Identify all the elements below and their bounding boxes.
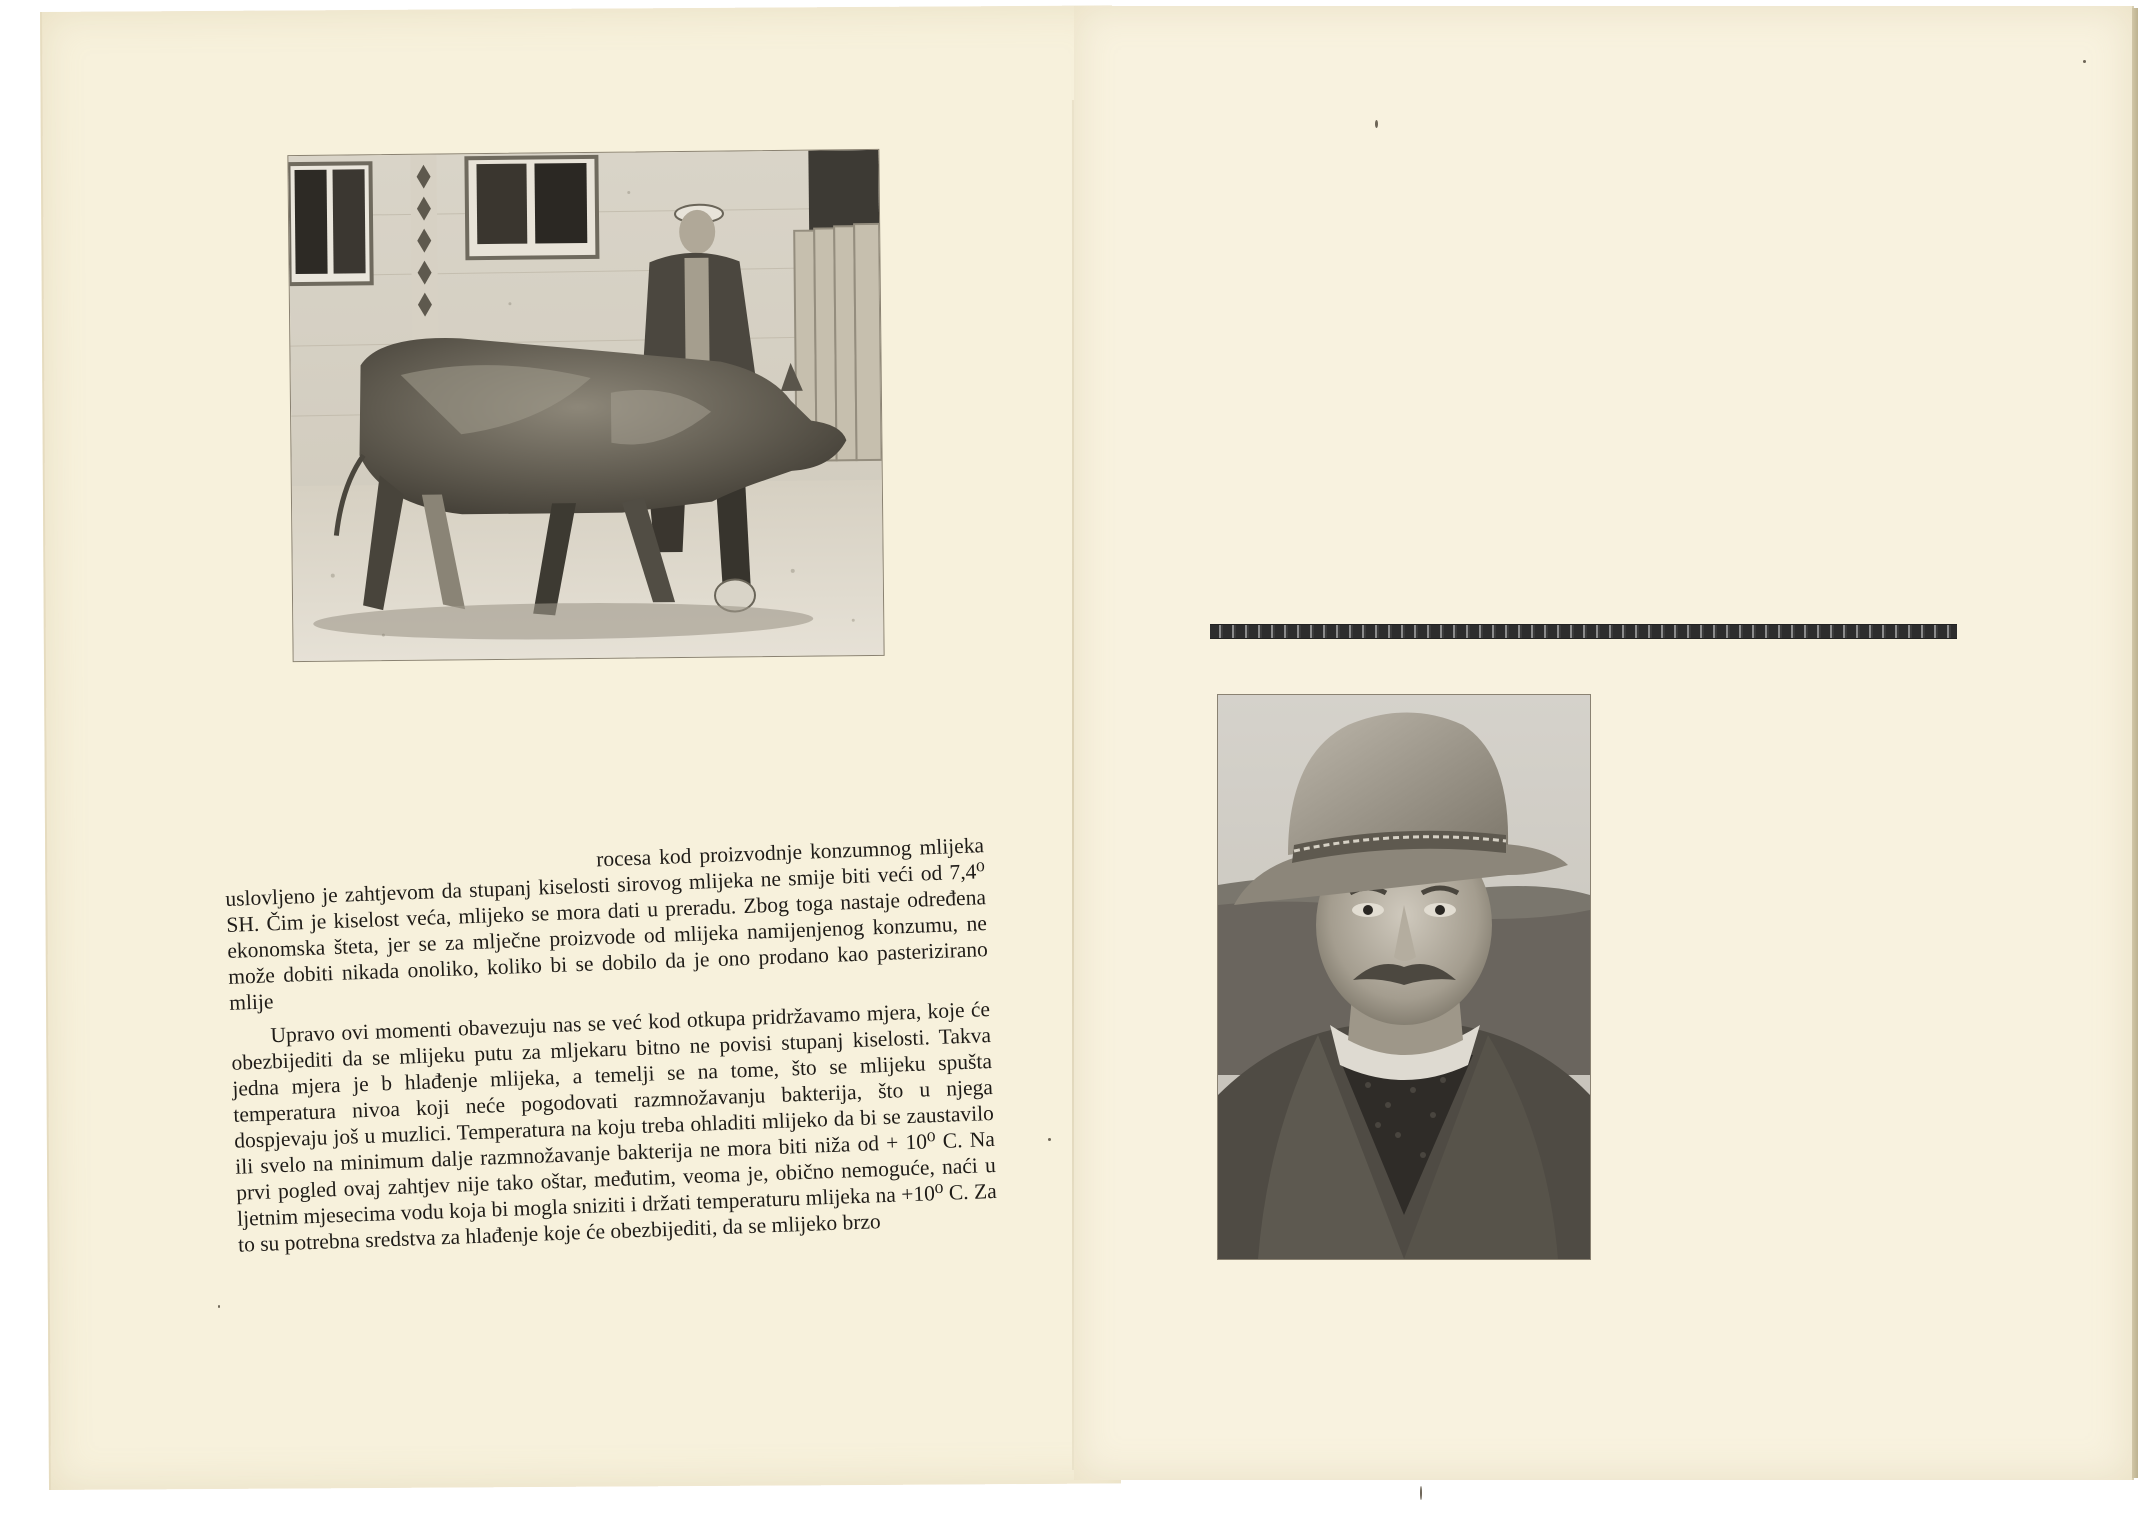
page-edge xyxy=(2132,8,2138,1478)
article-text xyxy=(224,832,998,1258)
calf-photo-illustration xyxy=(288,150,883,661)
paper-speck xyxy=(1420,1486,1422,1500)
portrait-illustration xyxy=(1218,695,1590,1259)
man-with-calf-photo xyxy=(287,149,884,662)
book-gutter xyxy=(1072,100,1074,1470)
portrait-man-in-hat-photo xyxy=(1217,694,1591,1260)
paper-speck xyxy=(1048,1138,1051,1141)
decorative-band xyxy=(1210,624,1957,639)
paper-speck xyxy=(2083,60,2086,63)
text-paragraph-2: Upravo ovi momenti obavezuju nas se već kod otkupa pridržavamo mjera, koje će obezbijediti da se mlijeku putu za mljekaru bitno ne povisi stupanj kiselosti. Takva jedna mjera je b hlađenje mlijeka, a temelji se na tome, što se mlijeku spušta temperatura nivoa koji neće pogodovati razmnožavanju bakterija, što u njega dospjevaju još u muzlici. Temperatura na koju treba ohladiti mlijeko da bi se zaustavilo ili svelo na minimum dalje razmnožavanje bakterija ne mora biti niža od + 10⁰ C. Na prvi pogled ovaj zahtjev nije tako oštar, međutim, veoma je, obično nemoguće, naći u ljetnim mjesecima vodu koja bi mogla sniziti i držati temperaturu mlijeka na +10⁰ C. Za to su potrebna sredstva za hlađenje koje će obezbijediti, da se mlijeko brzo xyxy=(230,997,998,1257)
paper-speck xyxy=(218,1305,220,1308)
text-paragraph-1: rocesa kod proizvodnje konzumnog mlijeka uslovljeno je zahtjevom da stupanj kiselosti sirovog mlijeka ne smije biti veći od 7,4⁰ SH. Čim je kiselost veća, mlijeko se mora dati u preradu. Zbog toga nastaje određena ekonomska šteta, jer se za mlječne proizvode od mlijeka namijenjenog konzumu, ne može dobiti nikada onoliko, koliko bi se dobilo da je ono prodano kao pasterizirano mlije xyxy=(224,833,989,1015)
paper-speck xyxy=(1375,120,1378,128)
